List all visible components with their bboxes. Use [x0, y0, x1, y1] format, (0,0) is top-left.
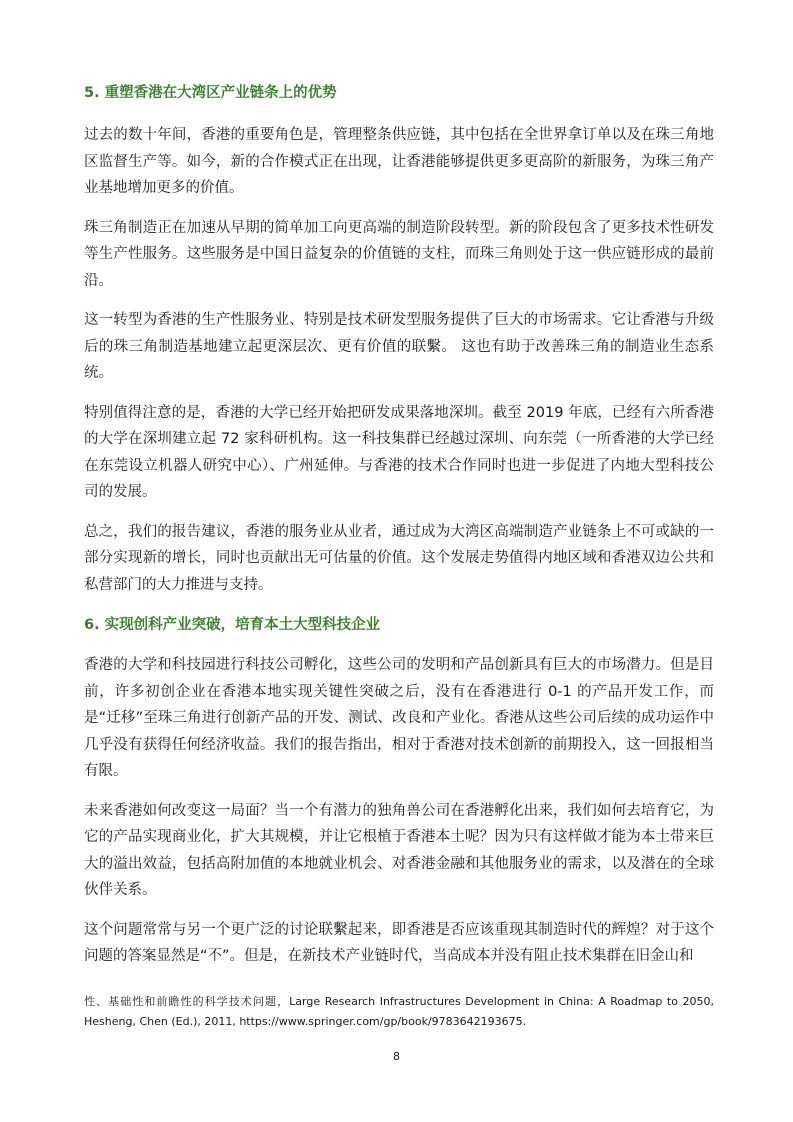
section-6-paragraph-1: 香港的大学和科技园进行科技公司孵化，这些公司的发明和产品创新具有巨大的市场潜力。但是目前，许多初创企业在香港本地实现关键性突破之后，没有在香港进行 0-1 的产品开发工作，而是“迁移”至珠三角进行创新产品的开发、测试、改良和产业化。香港从这些公司后续的成功运作中几乎没有获得任何经济收益。我们的报告指出，相对于香港对技术创新的前期投入，这一回报相当有限。	[84, 657, 714, 779]
section-5-paragraph-5: 总之，我们的报告建议，香港的服务业从业者，通过成为大湾区高端制造产业链条上不可或缺的一部分实现新的增长，同时也贡献出无可估量的价值。这个发展走势值得内地区域和香港双边公共和私营部门的大力推进与支持。	[84, 523, 714, 593]
section-5-paragraph-1: 过去的数十年间，香港的重要角色是，管理整条供应链，其中包括在全世界拿订单以及在珠三角地区监督生产等。如今，新的合作模式正在出现，让香港能够提供更多更高阶的新服务，为珠三角产业基地增加更多的价值。	[84, 127, 714, 196]
section-5-heading: 5. 重塑香港在大湾区产业链条上的优势	[84, 85, 337, 101]
page-body	[84, 82, 714, 983]
section-6-paragraph-2: 未来香港如何改变这一局面？当一个有潜力的独角兽公司在香港孵化出来，我们如何去培育它，为它的产品实现商业化，扩大其规模，并让它根植于香港本土呢？因为只有这样做才能为本土带来巨大的溢出效益，包括高附加值的本地就业机会、对香港金融和其他服务业的需求，以及潜在的全球伙伴关系。	[84, 802, 714, 898]
section-5-paragraph-3: 这一转型为香港的生产性服务业、特别是技术研发型服务提供了巨大的市场需求。它让香港与升级后的珠三角制造基地建立起更深层次、更有价值的联繫。 这也有助于改善珠三角的制造业生态系统。	[84, 312, 714, 381]
section-5-paragraph-2: 珠三角制造正在加速从早期的简单加工向更高端的制造阶段转型。新的阶段包含了更多技术性研发等生产性服务。这些服务是中国日益复杂的价值链的支柱，而珠三角则处于这一供应链形成的最前沿。	[84, 219, 714, 289]
section-6-heading: 6. 实现创科产业突破，培育本土大型科技企业	[84, 617, 381, 633]
footnote: 性、基础性和前瞻性的科学技术问题，Large Research Infrastructures Development in China: A Roadmap to 2050, Hesheng, Chen (Ed.), 2011, https://www.springer.com/gp/book/9783642193675.	[84, 995, 714, 1028]
page-number: 8	[393, 1050, 400, 1063]
section-6-paragraph-3: 这个问题常常与另一个更广泛的讨论联繫起来，即香港是否应该重现其制造时代的辉煌？对于这个问题的答案显然是“不”。但是，在新技术产业链时代，当高成本并没有阻止技术集群在旧金山和	[84, 921, 714, 964]
section-5-paragraph-4: 特别值得注意的是，香港的大学已经开始把研发成果落地深圳。截至 2019 年底，已经有六所香港的大学在深圳建立起 72 家科研机构。这一科技集群已经越过深圳、向东莞（一所香港的大学已经在东莞设立机器人研究中心）、广州延伸。与香港的技术合作同时也进一步促进了内地大型科技公司的发展。	[84, 404, 714, 500]
